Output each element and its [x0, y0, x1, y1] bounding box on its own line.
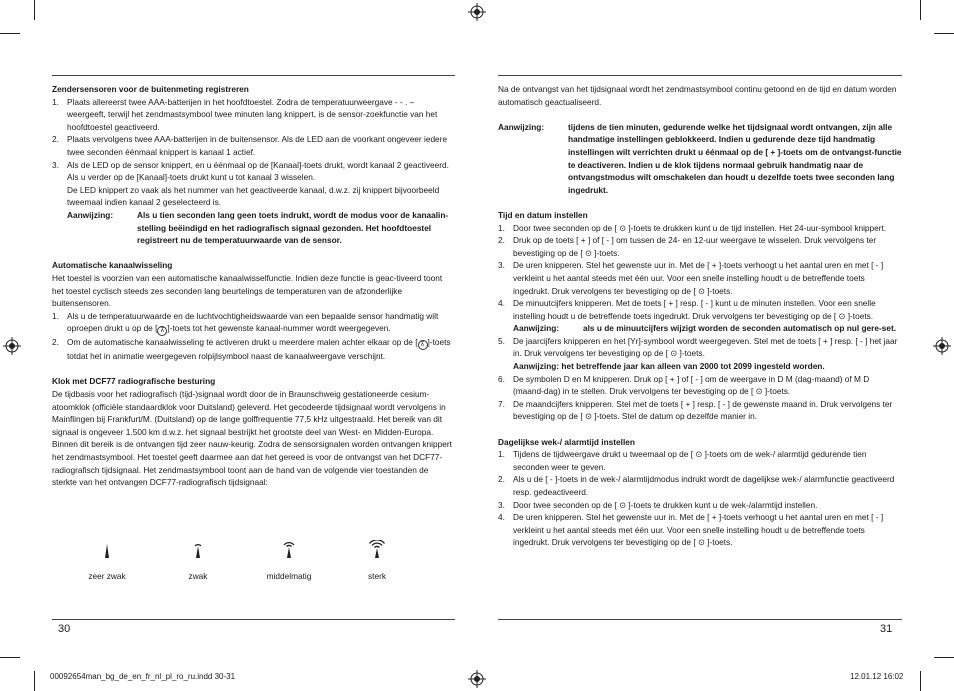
list-item: 2. Druk op de toets [ + ] of [ - ] om tussen de 24- en 12-uur weergave te wisselen. Druk vervolgens ter bevestiging op de [ ⊙ ]-toets.: [498, 235, 877, 258]
left-page: [52, 83, 454, 489]
file-slug: 00092654man_bg_de_en_fr_nl_pl_ro_ru.indd 30-31: [50, 672, 236, 681]
list-item: 4. De minuutcijfers knipperen. Met de toets [ + ] resp. [ - ] kunt u de minuten instellen. Voor een snelle instelling houdt u de betreffende toets ingedrukt. Druk vervolgens ter bevestiging op de [ ⊙ ]-toets. Aanwijzing: als u de minuutcijfers wijzigt worden de seconden automatisch op nul gere-set.: [498, 297, 902, 335]
list-item: 1. Tijdens de tijdweergave drukt u tweemaal op de [ ⊙ ]-toets om de wek-/ alarmtijd gedurende tien seconden weer te geven.: [498, 449, 867, 472]
note: Aanwijzing: als u de minuutcijfers wijzigt worden de seconden automatisch op nul gere-set.: [513, 323, 897, 334]
crop-mark: [934, 657, 954, 658]
crop-mark: [934, 33, 954, 34]
section-title-channel: Automatische kanaalwisseling: [52, 260, 173, 271]
channel-button-icon: ⊼: [157, 326, 167, 336]
section-title-dcf77: Klok met DCF77 radiografische besturing: [52, 376, 216, 387]
signal-very-weak: zeer zwak: [72, 540, 142, 583]
registration-mark-icon: [468, 3, 486, 21]
channel-steps: [52, 310, 454, 363]
note: Aanwijzing: het betreffende jaar kan alleen van 2000 tot 2099 ingesteld worden.: [513, 361, 825, 372]
antenna-very-weak-icon: [95, 540, 119, 558]
list-item: 2. Plaats vervolgens twee AAA-batterijen in de buitensensor. Als de LED aan de voorkant ongeveer iedere twee seconden éénmaal knippert is kanaal 1 actief.: [52, 134, 448, 157]
list-item: 1. Door twee seconden op de [ ⊙ ]-toets te drukken kunt u de tijd instellen. Het 24-uur-symbool knippert.: [498, 222, 887, 233]
list-item: 5. De jaarcijfers knipperen en het [Yr]-symbool wordt weergegeven. Stel met de toets [ + ] resp. [ - ] het jaar in. Druk vervolgens ter bevestiging op de [ ⊙ ]-toets. Aanwijzing: het betreffende jaar kan alleen van 2000 tot 2099 ingesteld worden.: [498, 335, 898, 372]
signal-strong: sterk: [342, 540, 412, 583]
page-number-left: 30: [58, 623, 71, 635]
sensor-steps: [52, 96, 454, 247]
registration-mark-icon: [3, 337, 21, 355]
list-item: 3. Door twee seconden op de [ ⊙ ]-toets te drukken kunt u de wek-/alarmtijd instellen.: [498, 499, 818, 510]
alarm-steps: [498, 448, 902, 549]
list-item: 4. De uren knipperen. Stel het gewenste uur in. Met de [ + ]-toets verhoogt u het aantal uren en met [ - ] verkleint u het aantal steeds met één uur. Voor een snelle instelling houdt u de betreffende toets ingedrukt. Druk vervolgens ter bevestiging op de [ ⊙ ]-toets.: [498, 512, 884, 548]
section-title-alarm: Dagelijkse wek-/ alarmtijd instellen: [498, 436, 635, 447]
antenna-strong-icon: [365, 540, 389, 558]
crop-mark: [34, 0, 35, 20]
registration-mark-icon: [933, 337, 951, 355]
list-item: 3. Als de LED op de sensor knippert, en u éénmaal op de [Kanaal]-toets drukt, wordt kanaal 2 geactiveerd. Als u verder op de [Kanaal]-toets drukt kunt u tot kanaal 3 wisselen. De LED knippert zo vaak als het nummer van het geactiveerde kanaal, d.w.z. zij knippert bijvoorbeeld tweemaal indien kanaal 2 geselecteerd is. Aanwijzing: Als u tien seconden lang geen toets indrukt, wordt de modus voor de kanaalin-stelling beëindigd en het radiografisch signaal gezonden. Het hoofdtoestel registreert nu de temperatuurwaarde van de sensor.: [52, 159, 454, 247]
paragraph: De tijdbasis voor het radiografisch (tijd-)signaal wordt door de in Braunschweig gestationeerde cesium-atoomklok (officiële standaardklok voor Duitsland) geleverd. Het gecodeerde tijdsignaal wordt vervolgens in Mainflingen bij Frankfurt/M. (Duitsland) op de lange golffrequentie 77,5 kHz uitgestraald. Het bereik van dit signaal is ongeveer 1.500 km d.w.z. het signaal bestrijkt het grootste deel van West- en Midden-Europa. Binnen dit bereik is de ontvangen tijd zeer nauw-keurig. Zodra de sensorsignalen worden ontvangen knippert het zendmastsymbool. Het toestel geeft daarmee aan dat het gereed is voor de ontvangst van het DCF77-radiografisch tijdsignaal. Het zendmastsymbool toont aan de hand van de volgende vier toestanden de sterkte van het ontvangen DCF77-radiografisch tijdsignaal:: [52, 389, 452, 488]
top-rule-left: [52, 75, 455, 76]
list-item: 6. De symbolen D en M knipperen. Druk op [ + ] of [ - ] om de weergave in D M (dag-maand) of M D (maand-dag) in te stellen. Druk vervolgens ter bevestiging op de [ ⊙ ]-toets.: [498, 373, 870, 397]
crop-mark: [920, 671, 921, 691]
section-title-time-date: Tijd en datum instellen: [498, 209, 588, 220]
date-slug: 12.01.12 16:02: [850, 672, 904, 681]
note: Aanwijzing: tijdens de tien minuten, gedurende welke het tijdsignaal wordt ontvangen, zijn alle handmatige instellingen geblokkeerd. Indien u gedurende deze tijd handmatig instellingen wilt verrichten drukt u éénmaal op de [ + ]-toets om de ontvangst-functie te deactiveren. Indien u de klok tijdens normaal gebruik handmatig naar de ontvangstmodus wilt omschakelen dan houdt u dezelfde toets twee seconden lang ingedrukt.: [498, 121, 902, 195]
signal-strength-legend: [52, 540, 454, 590]
paragraph: Na de ontvangst van het tijdsignaal wordt het zendmastsymbool continu getoond en de tijd en datum worden automatisch geactualiseerd.: [498, 84, 897, 107]
crop-mark: [0, 33, 20, 34]
signal-medium: middelmatig: [254, 540, 324, 583]
crop-mark: [920, 0, 921, 20]
paragraph: Het toestel is voorzien van een automatische kanaalwisselfunctie. Indien deze functie is geac-tiveerd toont het toestel cyclisch steeds zes seconden lang beurtelings de temperaturen van de afzonderlijke buitensensoren.: [52, 272, 443, 309]
antenna-medium-icon: [277, 540, 301, 558]
page-number-right: 31: [880, 623, 893, 635]
bottom-rule-right: [498, 619, 902, 620]
crop-mark: [34, 671, 35, 691]
crop-mark: [0, 657, 20, 658]
note: Aanwijzing: Als u tien seconden lang geen toets indrukt, wordt de modus voor de kanaalin-stelling beëindigd en het radiografisch signaal gezonden. Het hoofdtoestel registreert nu de temperatuurwaarde van de sensor.: [67, 209, 449, 246]
time-date-steps: [498, 222, 902, 424]
top-rule-right: [498, 75, 902, 76]
registration-mark-icon: [468, 670, 486, 688]
channel-button-icon: ⊼: [418, 340, 428, 350]
bottom-rule-left: [52, 619, 455, 620]
list-item: 2. Om de automatische kanaalwisseling te activeren drukt u meerdere malen achter elkaar op de [ ⊼ ]-toets totdat het in animatie weergegeven rolpijlsymbool naast de kanaalweergave verschijnt.: [52, 337, 451, 362]
right-page: [498, 83, 902, 549]
list-item: 3. De uren knipperen. Stel het gewenste uur in. Met de [ + ]-toets verhoogt u het aantal uren en met [ - ] verkleint u het aantal steeds met één uur. Voor een snelle instelling houdt u de betreffende toets ingedrukt. Druk vervolgens ter bevestiging op de [ ⊙ ]-toets.: [498, 260, 884, 296]
list-item: 1. Als u de temperatuurwaarde en de luchtvochtigheidswaarde van een bepaalde sensor handmatig wilt oproepen drukt u op de [ ⊼ ]-toets tot het gewenste kanaal-nummer wordt weergegeven.: [52, 310, 439, 335]
list-item: 1. Plaats allereerst twee AAA-batterijen in het hoofdtoestel. Zodra de temperatuurweergave - - . – weergeeft, terwijl het zendmastsymbool twee minuten lang knippert, is de sensor-zoekfunctie van het hoofdtoestel geactiveerd.: [52, 96, 438, 132]
antenna-weak-icon: [186, 540, 210, 558]
section-title-sensors: Zendersensoren voor de buitenmeting registreren: [52, 84, 249, 94]
signal-weak: zwak: [163, 540, 233, 583]
list-item: 7. De maandcijfers knipperen. Stel met de toets [ + ] resp. [ - ] de gewenste maand in. Druk vervolgens ter bevestiging op de [ ⊙ ]-toets. Stel de datum op dezelfde manier in.: [498, 398, 893, 422]
list-item: 2. Als u de [ - ]-toets in de wek-/ alarmtijdmodus indrukt wordt de dagelijkse wek-/ alarmfunctie geactiveerd resp. gedeactiveerd.: [498, 474, 895, 497]
